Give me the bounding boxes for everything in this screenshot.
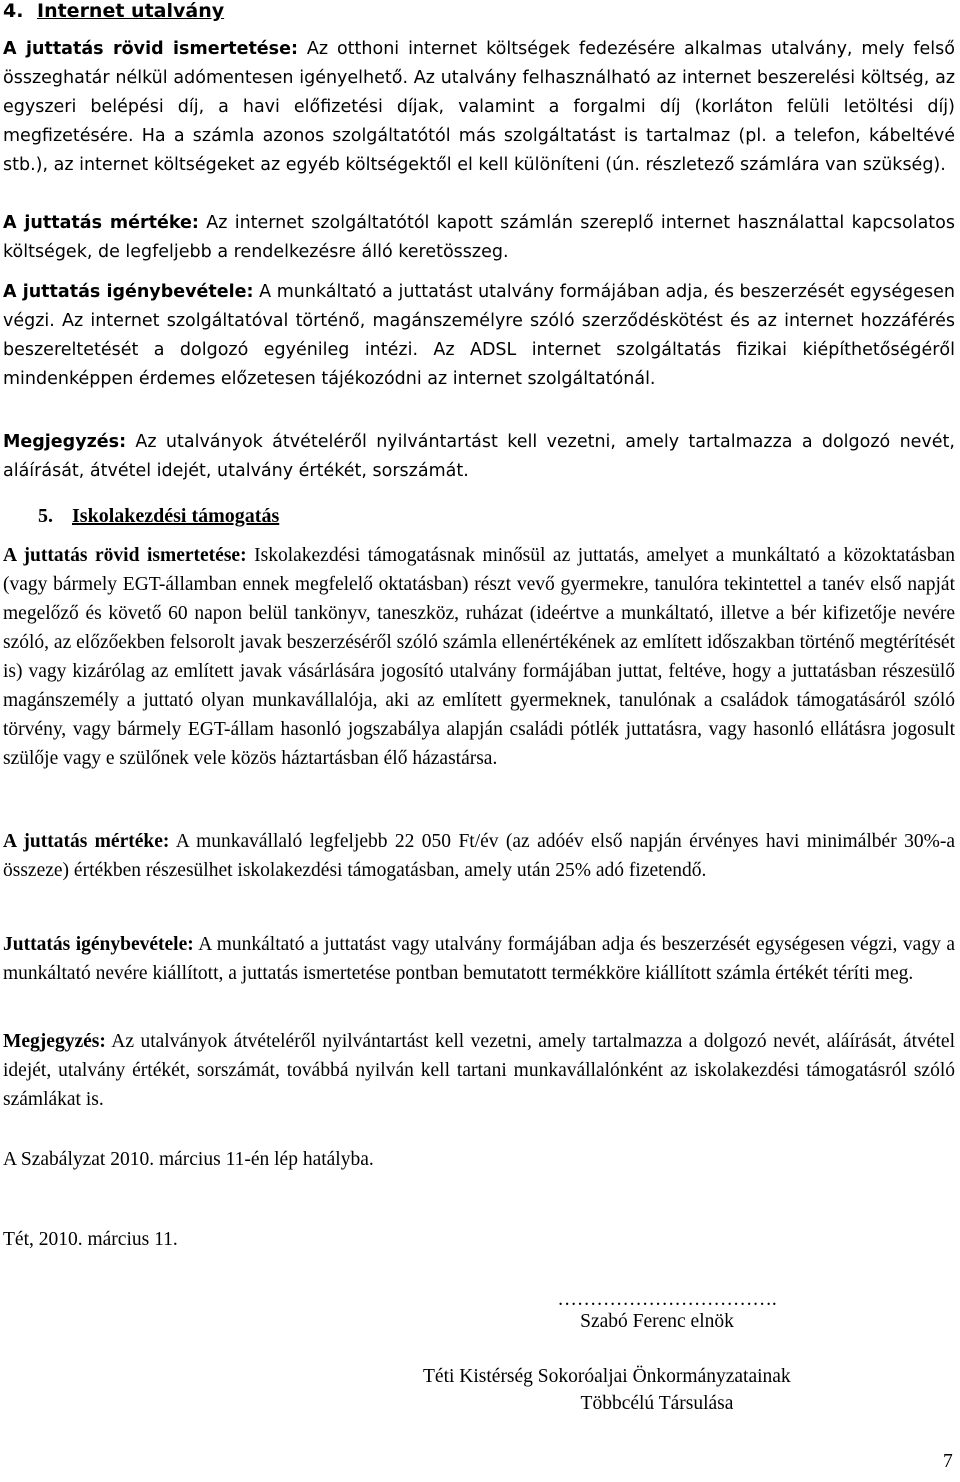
section-4-amount bbox=[3, 209, 955, 267]
signatory-name: Szabó Ferenc elnök bbox=[580, 1311, 734, 1332]
section-4-heading bbox=[3, 0, 224, 26]
effective-date: A Szabályzat 2010. március 11-én lép hatályba. bbox=[3, 1149, 374, 1170]
section-4-usage bbox=[3, 278, 955, 394]
section-4-note-text: Az utalványok átvételéről nyilvántartást kell vezetni, amely tartalmazza a dolgozó nevét, aláírását, átvétel idejét, utalvány értékét, sorszámát. bbox=[3, 432, 955, 481]
section-5-amount-text: A munkavállaló legfeljebb 22 050 Ft/év (az adóév első napján érvényes havi minimálbér 30%-a összeze) értékben részesülhet iskolakezdési támogatásban, amely után 25% adó fizetendő. bbox=[3, 831, 955, 881]
section-5-note-label: Megjegyzés: bbox=[3, 1031, 106, 1052]
section-5-usage bbox=[3, 930, 955, 988]
section-4-description-text: Az otthoni internet költségek fedezésére alkalmas utalvány, mely felső összeghatár nélkül adómentesen igényelhető. Az utalvány felhasználható az internet beszerelési költség, az egyszeri belépési díj, a havi előfizetési díjak, valamint a forgalmi díj (korláton felüli letöltési díj) megfizetésére. Ha a számla azonos szolgáltatótól más szolgáltatást is tartalmaz (pl. a telefon, kábeltévé stb.), az internet költségeket az egyéb költségektől el kell különíteni (ún. részletező számlára van szükség). bbox=[3, 39, 955, 175]
section-4-note-label: Megjegyzés: bbox=[3, 432, 127, 452]
section-5-amount-label: A juttatás mértéke: bbox=[3, 831, 170, 852]
section-5-note bbox=[3, 1027, 955, 1114]
page-number: 7 bbox=[943, 1451, 953, 1472]
signature-line: ……………………………. bbox=[557, 1289, 777, 1310]
section-5-number: 5. bbox=[38, 505, 53, 527]
section-4-amount-text: Az internet szolgáltatótól kapott számlán szereplő internet használattal kapcsolatos költségek, de legfeljebb a rendelkezésre álló keretösszeg. bbox=[3, 213, 955, 262]
section-4-note bbox=[3, 428, 955, 486]
section-5-heading bbox=[38, 502, 279, 531]
organization-name-line-1: Téti Kistérség Sokoróaljai Önkormányzatainak bbox=[423, 1366, 791, 1387]
section-5-usage-text: A munkáltató a juttatást vagy utalvány formájában adja és beszerzését egységesen végzi, vagy a munkáltató nevére kiállított, a juttatás ismertetése pontban bemutatott termékköre kiállított számla értékét téríti meg. bbox=[3, 934, 956, 984]
section-4-usage-text: A munkáltató a juttatást utalvány formájában adja, és beszerzését egységesen végzi. Az internet szolgáltatóval történő, magánszemélyre szóló szerződéskötést és az internet hozzáférés beszereltetését a dolgozó egyénileg intézi. Az ADSL internet szolgáltatás fizikai kiépíthetőségéről mindenképpen érdemes előzetesen tájékozódni az internet szolgáltatónál. bbox=[3, 282, 955, 389]
section-5-usage-label: Juttatás igénybevétele: bbox=[3, 934, 194, 955]
section-4-description bbox=[3, 35, 955, 180]
section-4-usage-label: A juttatás igénybevétele: bbox=[3, 282, 254, 302]
organization-name-line-2: Többcélú Társulása bbox=[580, 1393, 734, 1414]
section-5-description bbox=[3, 541, 955, 773]
section-5-description-label: A juttatás rövid ismertetése: bbox=[3, 545, 247, 566]
section-5-note-text: Az utalványok átvételéről nyilvántartást kell vezetni, amely tartalmazza a dolgozó nevét, aláírását, átvétel idejét, utalvány értékét, sorszámát, továbbá nyilván kell tartani munkavállalónként az iskolakezdési támogatásról szóló számlákat is. bbox=[3, 1031, 955, 1110]
section-5-description-text: Iskolakezdési támogatásnak minősül az juttatás, amelyet a munkáltató a közoktatásban (vagy bármely EGT-államban ennek megfelelő oktatásban) részt vevő gyermekre, tanulóra tekintettel a tanév első napját megelőző és követő 60 napon belül tankönyv, taneszköz, ruházat (ideértve a munkáltató, illetve a bér kifizetője nevére szóló, az előzőekben felsorolt javak beszerzéséről szóló számla ellenértékének az említett időszakban történő megtérítését is) vagy kizárólag az említett javak vásárlására jogosító utalvány formájában juttat, feltéve, hogy a juttatásban részesülő magánszemély a juttató olyan munkavállalója, aki az említett gyermeknek, tanulónak a családok támogatásáról szóló törvény, vagy bármely EGT-állam hasonló jogszabálya alapján családi pótlék juttatásra, vagy hasonló ellátásra jogosult szülője vagy e szülőnek vele közös háztartásban élő házastársa. bbox=[3, 545, 955, 769]
place-and-date: Tét, 2010. március 11. bbox=[3, 1229, 178, 1250]
section-5-amount bbox=[3, 827, 955, 885]
section-4-title: Internet utalvány bbox=[37, 0, 225, 22]
section-5-title: Iskolakezdési támogatás bbox=[72, 505, 280, 527]
section-4-description-label: A juttatás rövid ismertetése: bbox=[3, 39, 298, 59]
section-4-amount-label: A juttatás mértéke: bbox=[3, 213, 199, 233]
section-4-number: 4. bbox=[3, 0, 24, 22]
